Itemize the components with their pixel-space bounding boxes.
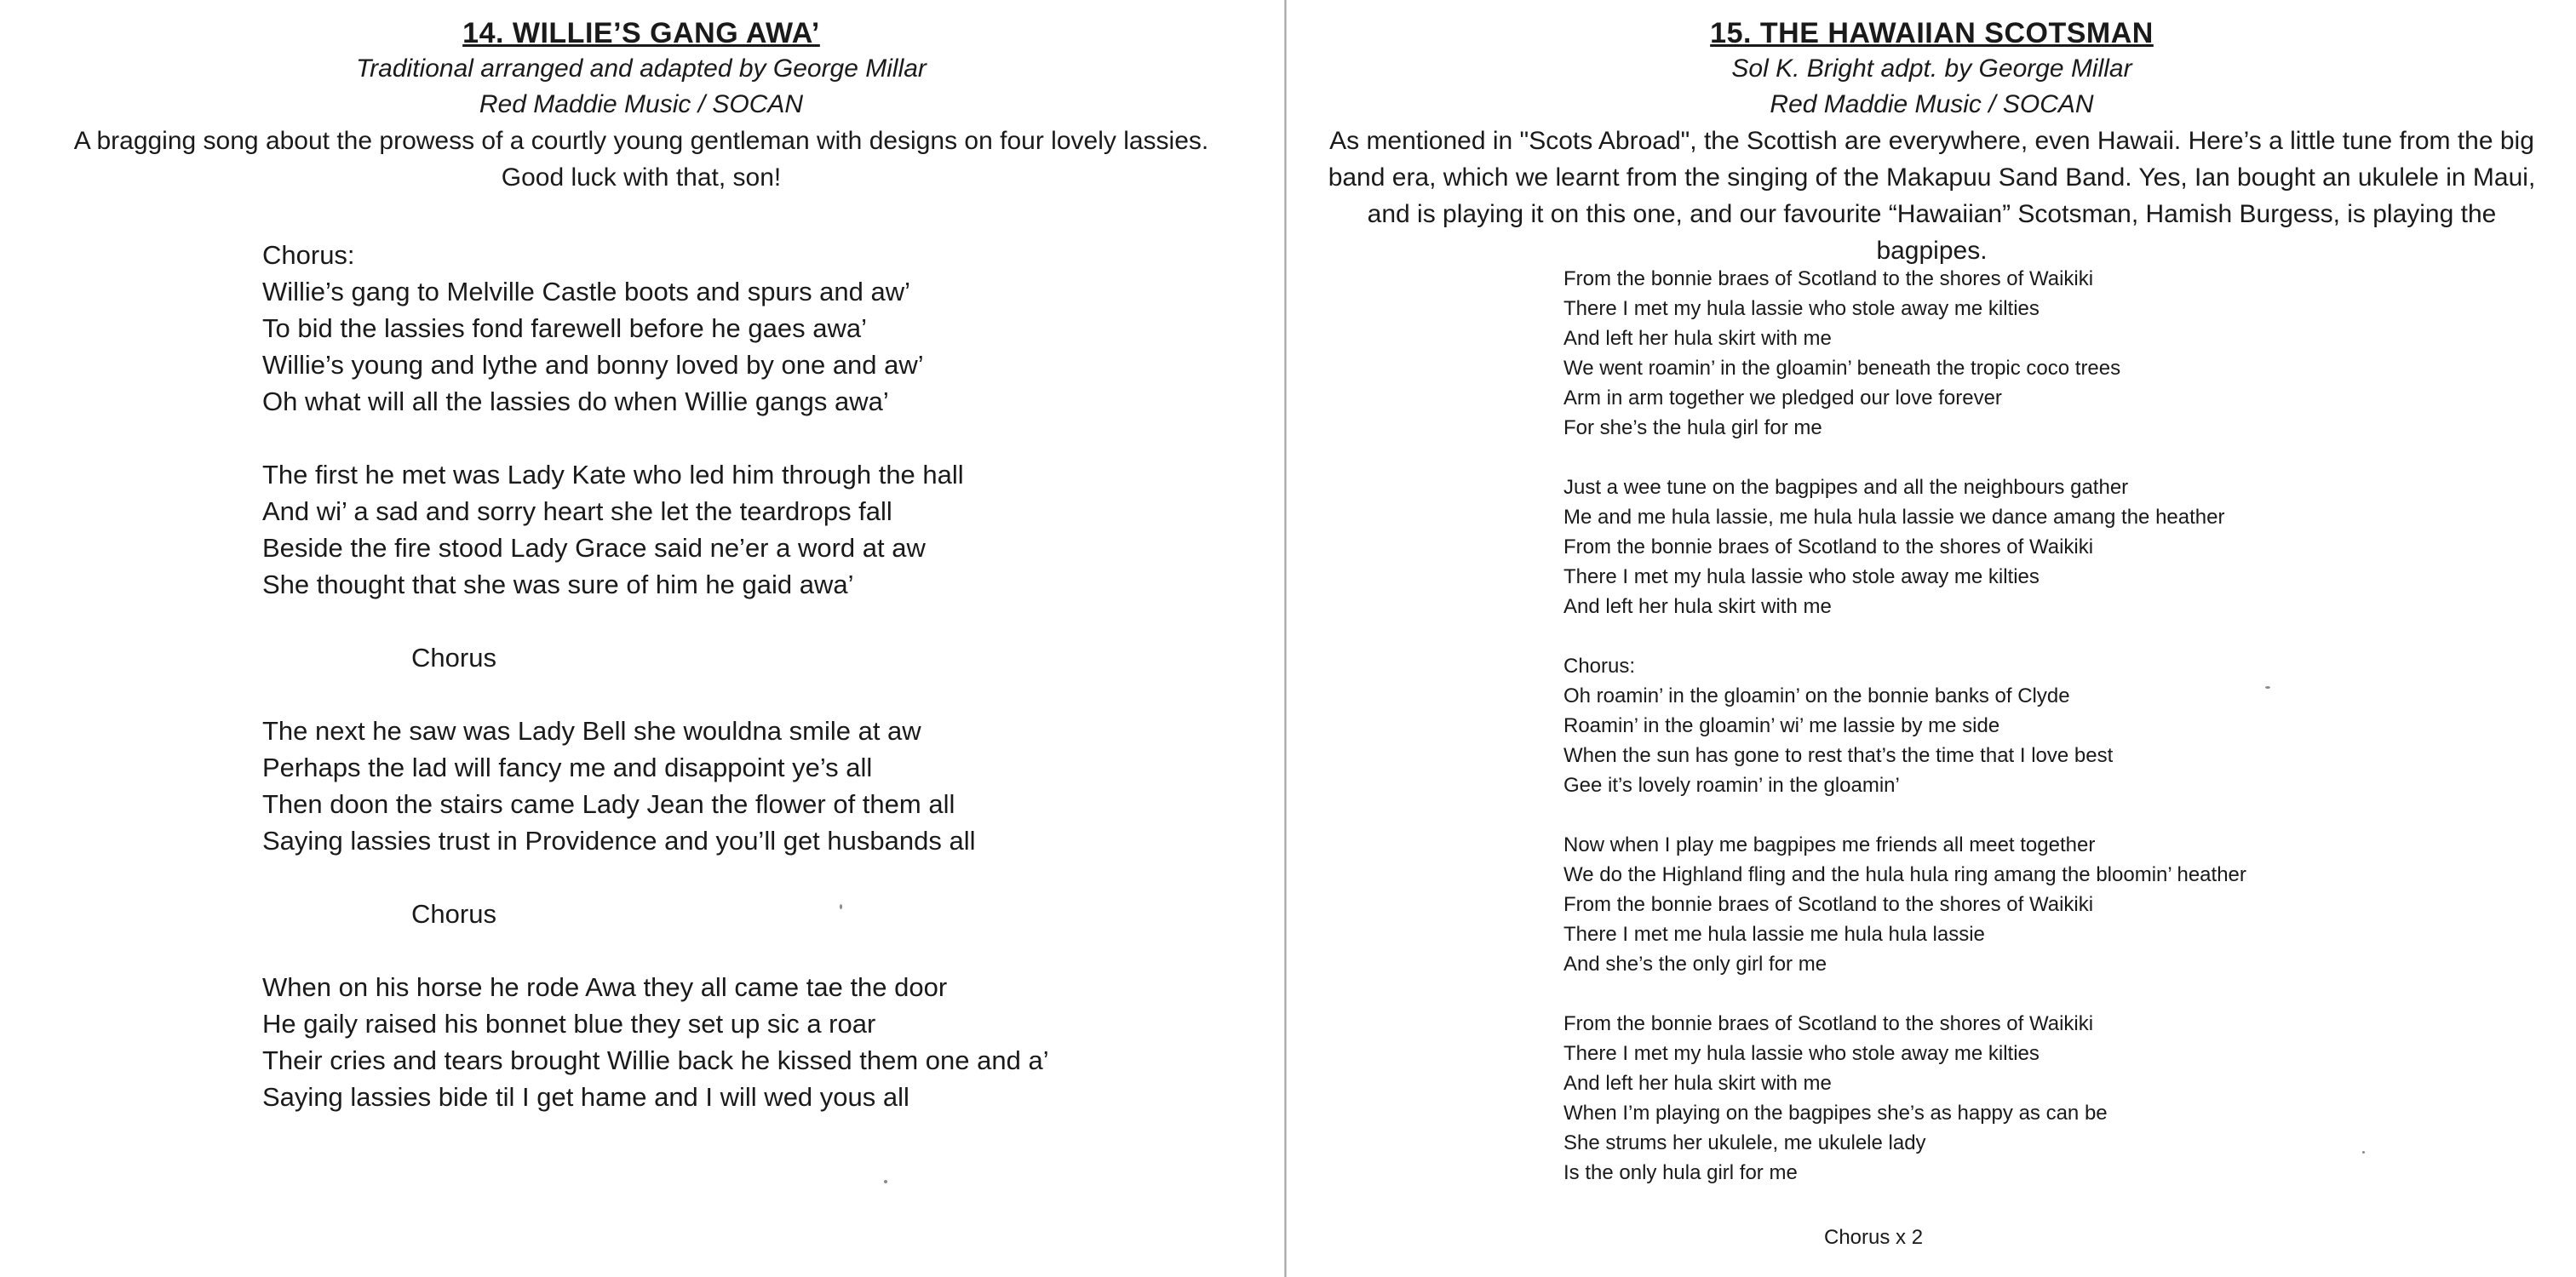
lyric-line: From the bonnie braes of Scotland to the shores of Waikiki bbox=[1563, 893, 2094, 916]
lyric-line: And left her hula skirt with me bbox=[1563, 1072, 1832, 1095]
lyric-line: Willie’s gang to Melville Castle boots and spurs and aw’ bbox=[262, 277, 911, 306]
lyric-line: From the bonnie braes of Scotland to the shores of Waikiki bbox=[1563, 267, 2094, 290]
song-publisher: Red Maddie Music / SOCAN bbox=[1770, 90, 2094, 118]
lyric-line: The next he saw was Lady Bell she wouldna smile at aw bbox=[262, 716, 921, 746]
page-fold bbox=[1284, 0, 1287, 1277]
chorus-reference: Chorus bbox=[411, 643, 496, 673]
song-credit: Traditional arranged and adapted by George Millar bbox=[356, 54, 927, 83]
lyric-line: When the sun has gone to rest that’s the time that I love best bbox=[1563, 744, 2114, 767]
song-publisher: Red Maddie Music / SOCAN bbox=[479, 90, 804, 118]
verse-stanza bbox=[1563, 472, 2330, 621]
lyric-line: Perhaps the lad will fancy me and disappoint ye’s all bbox=[262, 753, 873, 782]
lyric-line: Saying lassies trust in Providence and you’ll get husbands all bbox=[262, 826, 976, 856]
lyric-line: And she’s the only girl for me bbox=[1563, 953, 1827, 976]
left-page bbox=[0, 0, 1282, 1277]
lyric-line: The first he met was Lady Kate who led him through the hall bbox=[262, 460, 964, 490]
song-intro: As mentioned in "Scots Abroad", the Scottish are everywhere, even Hawaii. Here’s a little tune from the big band era, which we learnt from the singing of the Makapuu Sand Band. Yes, Ian bought an ukulele in Maui, and is playing it on this one, and our favourite “Hawaiian” Scotsman, Hamish Burgess, is playing the bagpipes. bbox=[1328, 127, 2536, 265]
lyric-line: Just a wee tune on the bagpipes and all the neighbours gather bbox=[1563, 476, 2129, 499]
verse-stanza bbox=[262, 969, 1114, 1115]
chorus-reference: Chorus bbox=[411, 899, 496, 929]
lyrics-block bbox=[1563, 264, 2330, 1188]
lyric-line: When I’m playing on the bagpipes she’s as happy as can be bbox=[1563, 1102, 2108, 1125]
song-title: 14. WILLIE’S GANG AWA’ bbox=[462, 17, 820, 49]
lyric-line: Arm in arm together we pledged our love forever bbox=[1563, 387, 2002, 409]
lyric-line: Oh roamin’ in the gloamin’ on the bonnie banks of Clyde bbox=[1563, 684, 2070, 707]
lyric-line: From the bonnie braes of Scotland to the shores of Waikiki bbox=[1563, 535, 2094, 558]
scan-speck bbox=[2265, 686, 2270, 689]
left-page-header bbox=[0, 15, 1282, 196]
lyric-line: Willie’s young and lythe and bonny loved by one and aw’ bbox=[262, 350, 924, 380]
scan-speck bbox=[884, 1180, 887, 1183]
lyric-line: There I met my hula lassie who stole away me kilties bbox=[1563, 297, 2040, 320]
lyrics-block bbox=[262, 237, 1114, 1115]
verse-stanza bbox=[1563, 830, 2330, 979]
lyric-line: Now when I play me bagpipes me friends all meet together bbox=[1563, 833, 2096, 856]
lyric-line: Saying lassies bide til I get hame and I will wed yous all bbox=[262, 1082, 909, 1112]
song-credit: Sol K. Bright adpt. by George Millar bbox=[1731, 54, 2132, 83]
lyric-line: Roamin’ in the gloamin’ wi’ me lassie by me side bbox=[1563, 714, 2000, 737]
song-intro: A bragging song about the prowess of a courtly young gentleman with designs on four lovely lassies. Good luck with that, son! bbox=[73, 127, 1209, 192]
verse-stanza bbox=[262, 456, 1114, 603]
chorus-heading: Chorus: bbox=[262, 240, 355, 270]
lyric-line: Me and me hula lassie, me hula hula lassie we dance amang the heather bbox=[1563, 506, 2225, 529]
chorus-heading: Chorus: bbox=[1563, 655, 1636, 678]
lyric-line: We do the Highland fling and the hula hula ring amang the bloomin’ heather bbox=[1563, 863, 2246, 886]
lyric-line: To bid the lassies fond farewell before he gaes awa’ bbox=[262, 313, 867, 343]
lyric-line: When on his horse he rode Awa they all came tae the door bbox=[262, 972, 948, 1002]
right-page-header bbox=[1288, 15, 2576, 269]
lyric-line: Gee it’s lovely roamin’ in the gloamin’ bbox=[1563, 774, 1900, 797]
scan-speck bbox=[2362, 1151, 2365, 1154]
lyric-line: He gaily raised his bonnet blue they set up sic a roar bbox=[262, 1009, 876, 1039]
right-page bbox=[1288, 0, 2576, 1277]
lyric-line: And left her hula skirt with me bbox=[1563, 327, 1832, 350]
chorus-repeat-note: Chorus x 2 bbox=[1824, 1226, 1924, 1249]
chorus-stanza bbox=[262, 237, 1114, 420]
lyric-line: Beside the fire stood Lady Grace said ne’er a word at aw bbox=[262, 533, 926, 563]
scan-speck bbox=[840, 904, 842, 909]
lyric-line: From the bonnie braes of Scotland to the shores of Waikiki bbox=[1563, 1012, 2094, 1035]
lyric-line: There I met my hula lassie who stole away me kilties bbox=[1563, 565, 2040, 588]
lyric-line: Their cries and tears brought Willie back he kissed them one and a’ bbox=[262, 1045, 1049, 1075]
lyric-line: Is the only hula girl for me bbox=[1563, 1161, 1798, 1184]
lyric-line: There I met me hula lassie me hula hula lassie bbox=[1563, 923, 1985, 946]
lyric-line: And left her hula skirt with me bbox=[1563, 595, 1832, 618]
lyric-line: Oh what will all the lassies do when Willie gangs awa’ bbox=[262, 387, 889, 416]
song-title: 15. THE HAWAIIAN SCOTSMAN bbox=[1710, 17, 2154, 49]
lyric-line: For she’s the hula girl for me bbox=[1563, 416, 1822, 439]
chorus-stanza bbox=[1563, 651, 2330, 800]
verse-stanza bbox=[1563, 1009, 2330, 1188]
lyric-line: And wi’ a sad and sorry heart she let the teardrops fall bbox=[262, 496, 892, 526]
lyric-line: She strums her ukulele, me ukulele lady bbox=[1563, 1131, 1926, 1154]
lyric-line: Then doon the stairs came Lady Jean the flower of them all bbox=[262, 789, 955, 819]
verse-stanza bbox=[262, 713, 1114, 859]
lyric-line: There I met my hula lassie who stole away me kilties bbox=[1563, 1042, 2040, 1065]
lyric-line: She thought that she was sure of him he gaid awa’ bbox=[262, 570, 854, 599]
verse-stanza bbox=[1563, 264, 2330, 443]
lyric-line: We went roamin’ in the gloamin’ beneath the tropic coco trees bbox=[1563, 357, 2121, 380]
